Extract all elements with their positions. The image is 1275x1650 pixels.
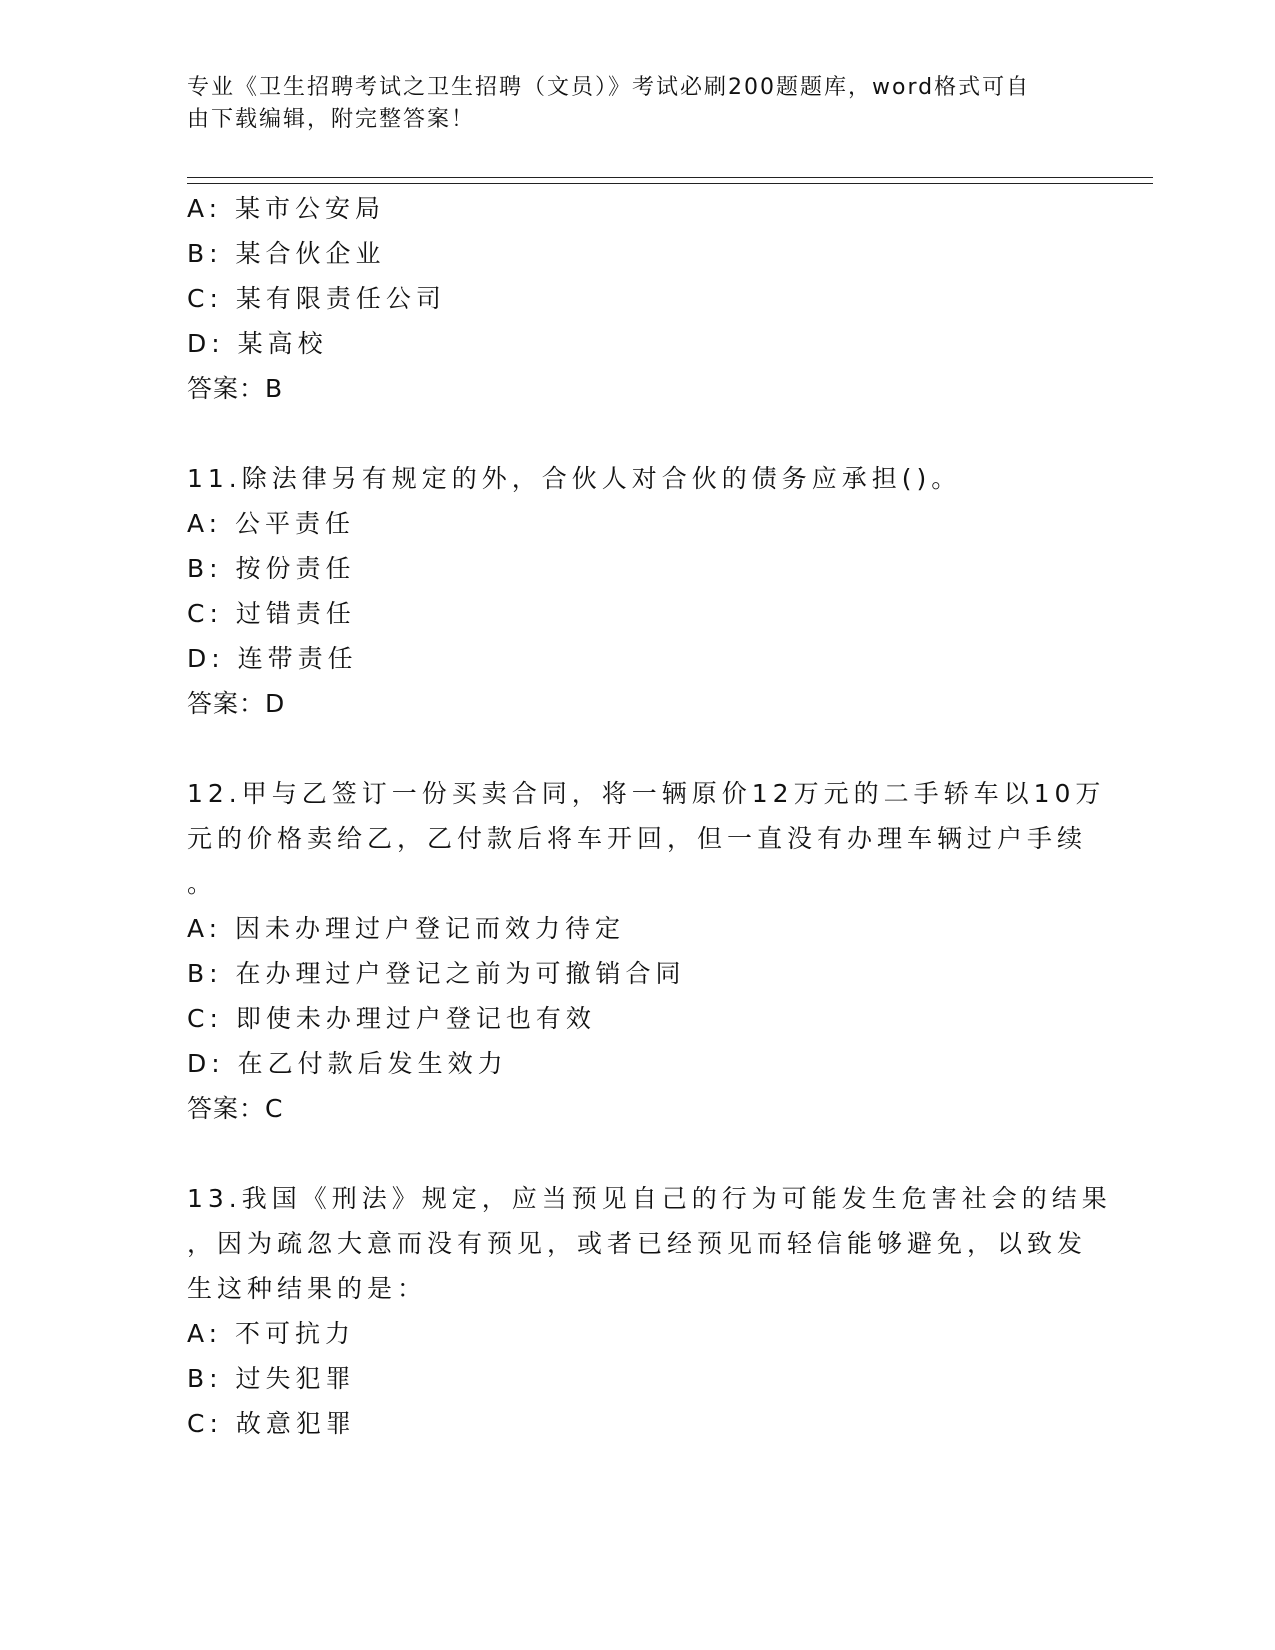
header-line-1: 专业《卫生招聘考试之卫生招聘（文员）》考试必刷200题题库，word格式可自 — [187, 75, 1031, 100]
header-divider-top — [187, 177, 1153, 178]
q11-option-b: B: 按份责任 — [187, 554, 356, 583]
q10-answer: 答案：B — [187, 374, 284, 403]
q12-option-b: B: 在办理过户登记之前为可撤销合同 — [187, 959, 686, 988]
header-divider-bottom — [187, 183, 1153, 184]
q10-option-b: B: 某合伙企业 — [187, 239, 386, 268]
q12-option-a: A: 因未办理过户登记而效力待定 — [187, 914, 626, 943]
q11-stem: 11.除法律另有规定的外，合伙人对合伙的债务应承担()。 — [187, 464, 962, 493]
q12-stem-line-2: 元的价格卖给乙，乙付款后将车开回，但一直没有办理车辆过户手续 — [187, 824, 1088, 853]
q12-answer: 答案：C — [187, 1094, 284, 1123]
q12-option-c: C: 即使未办理过户登记也有效 — [187, 1004, 596, 1033]
q11-option-a: A: 公平责任 — [187, 509, 356, 538]
q13-option-a: A: 不可抗力 — [187, 1319, 356, 1348]
q13-stem-line-2: ，因为疏忽大意而没有预见，或者已经预见而轻信能够避免，以致发 — [187, 1229, 1088, 1258]
q12-stem-line-1: 12.甲与乙签订一份买卖合同，将一辆原价12万元的二手轿车以10万 — [187, 779, 1106, 808]
q11-option-c: C: 过错责任 — [187, 599, 356, 628]
q12-option-d: D: 在乙付款后发生效力 — [187, 1049, 508, 1078]
document-header — [187, 72, 1067, 136]
q10-option-d: D: 某高校 — [187, 329, 328, 358]
q11-option-d: D: 连带责任 — [187, 644, 358, 673]
q12-stem-line-3: 。 — [187, 869, 218, 898]
header-line-2: 由下载编辑，附完整答案！ — [187, 107, 476, 132]
q13-option-b: B: 过失犯罪 — [187, 1364, 356, 1393]
q13-option-c: C: 故意犯罪 — [187, 1409, 356, 1438]
q10-option-c: C: 某有限责任公司 — [187, 284, 446, 313]
q13-stem-line-3: 生这种结果的是： — [187, 1274, 428, 1303]
q13-stem-line-1: 13.我国《刑法》规定，应当预见自己的行为可能发生危害社会的结果 — [187, 1184, 1112, 1213]
q10-option-a: A: 某市公安局 — [187, 194, 386, 223]
q11-answer: 答案：D — [187, 689, 286, 718]
